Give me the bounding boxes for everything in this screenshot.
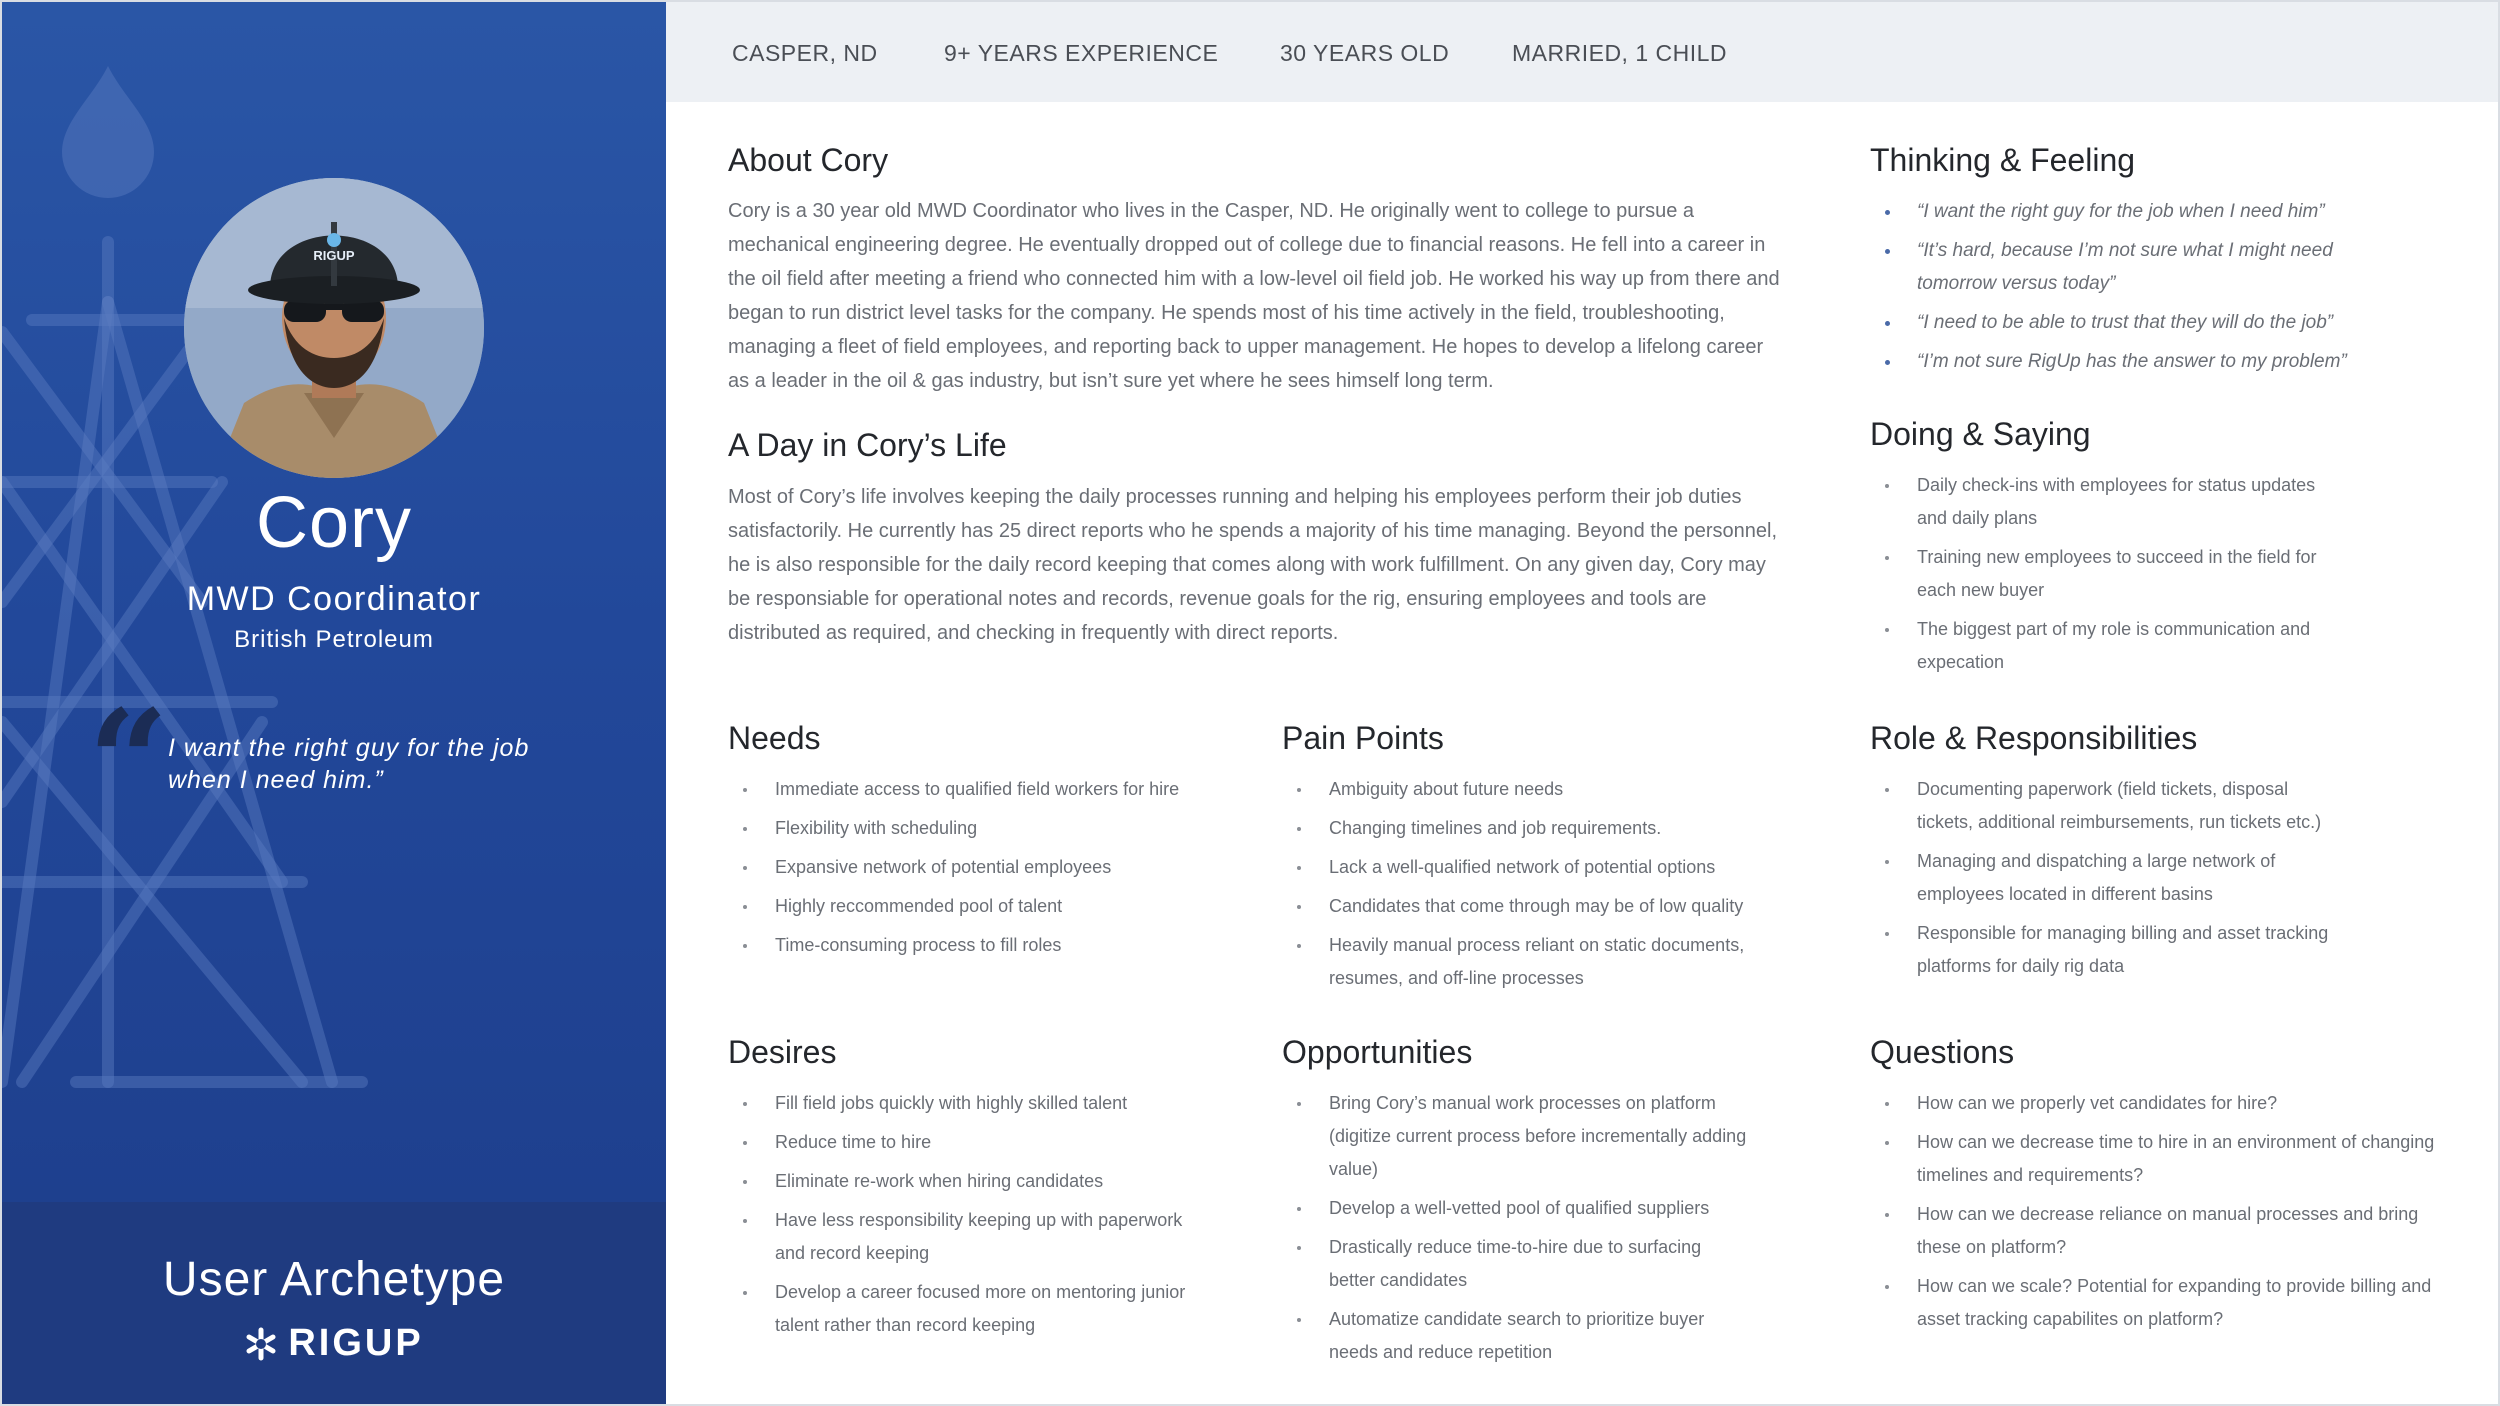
stat-experience: 9+ YEARS EXPERIENCE xyxy=(944,40,1219,66)
brand-name: RIGUP xyxy=(288,1322,424,1364)
persona-name: Cory xyxy=(255,483,412,563)
list-item: Automatize candidate search to prioritize buyer needs and reduce repetition xyxy=(1282,1303,1752,1369)
persona-page xyxy=(2,2,2498,1404)
stat-family: MARRIED, 1 CHILD xyxy=(1512,40,1728,66)
list-item: Managing and dispatching a large network of employees located in different basins xyxy=(1870,845,2340,911)
needs-list xyxy=(728,773,1248,968)
brand-logo xyxy=(2,1322,666,1365)
archetype-label: User Archetype xyxy=(162,1253,506,1306)
stats-bar xyxy=(666,2,2498,102)
list-item: Drastically reduce time-to-hire due to surfacing better candidates xyxy=(1282,1231,1752,1297)
desires-heading: Desires xyxy=(728,1034,837,1070)
list-item: “It’s hard, because I’m not sure what I might need tomorrow versus today” xyxy=(1870,234,2390,300)
list-item: Candidates that come through may be of low quality xyxy=(1282,890,1802,923)
role-list xyxy=(1870,773,2340,989)
list-item: How can we decrease time to hire in an environment of changing timelines and requirements? xyxy=(1870,1126,2450,1192)
quote-mark-icon: “ xyxy=(88,680,169,844)
list-item: Ambiguity about future needs xyxy=(1282,773,1802,806)
list-item: How can we decrease reliance on manual processes and bring these on platform? xyxy=(1870,1198,2450,1264)
list-item: How can we properly vet candidates for hire? xyxy=(1870,1087,2450,1120)
thinking-list xyxy=(1870,195,2390,384)
list-item: “I’m not sure RigUp has the answer to my problem” xyxy=(1870,345,2390,378)
doing-list xyxy=(1870,469,2340,685)
list-item: The biggest part of my role is communication and expecation xyxy=(1870,613,2340,679)
list-item: Responsible for managing billing and asset tracking platforms for daily rig data xyxy=(1870,917,2340,983)
day-heading: A Day in Cory’s Life xyxy=(728,427,1007,463)
list-item: Immediate access to qualified field workers for hire xyxy=(728,773,1248,806)
pain-heading: Pain Points xyxy=(1282,720,1444,756)
avatar xyxy=(184,178,484,478)
persona-company: British Petroleum xyxy=(234,626,434,653)
list-item: Fill field jobs quickly with highly skilled talent xyxy=(728,1087,1208,1120)
persona-panel xyxy=(2,2,666,1404)
doing-heading: Doing & Saying xyxy=(1870,416,2091,452)
list-item: Lack a well-qualified network of potential options xyxy=(1282,851,1802,884)
list-item: Documenting paperwork (field tickets, disposal tickets, additional reimbursements, run tickets etc.) xyxy=(1870,773,2340,839)
list-item: How can we scale? Potential for expanding to provide billing and asset tracking capabilites on platform? xyxy=(1870,1270,2450,1336)
hardhat-logo: RIGUP xyxy=(313,248,355,263)
day-text: Most of Cory’s life involves keeping the daily processes running and helping his employees perform their job duties satisfactorily. He currently has 25 direct reports who he spends a majority of his time managing. Beyond the personnel, he is also responsible for the daily record keeping that comes along with work fulfillment. On any given day, Cory may be responsiable for operational notes and records, revenue goals for the rig, ensuring employees and tools are distributed as required, and checking in frequently with direct reports. xyxy=(728,486,1778,644)
list-item: Reduce time to hire xyxy=(728,1126,1208,1159)
list-item: Develop a career focused more on mentoring junior talent rather than record keeping xyxy=(728,1276,1208,1342)
list-item: Highly reccommended pool of talent xyxy=(728,890,1248,923)
list-item: Bring Cory’s manual work processes on platform (digitize current process before incrementally adding value) xyxy=(1282,1087,1752,1186)
list-item: Have less responsibility keeping up with paperwork and record keeping xyxy=(728,1204,1208,1270)
role-heading: Role & Responsibilities xyxy=(1870,720,2198,756)
list-item: Flexibility with scheduling xyxy=(728,812,1248,845)
list-item: Time-consuming process to fill roles xyxy=(728,929,1248,962)
list-item: “I need to be able to trust that they will do the job” xyxy=(1870,306,2390,339)
needs-heading: Needs xyxy=(728,720,821,756)
questions-heading: Questions xyxy=(1870,1034,2015,1070)
list-item: Eliminate re-work when hiring candidates xyxy=(728,1165,1208,1198)
opportunities-list xyxy=(1282,1087,1752,1375)
persona-role: MWD Coordinator xyxy=(186,580,482,618)
list-item: “I want the right guy for the job when I need him” xyxy=(1870,195,2390,228)
list-item: Training new employees to succeed in the field for each new buyer xyxy=(1870,541,2340,607)
pain-list xyxy=(1282,773,1802,1001)
list-item: Develop a well-vetted pool of qualified suppliers xyxy=(1282,1192,1752,1225)
questions-list xyxy=(1870,1087,2450,1342)
about-heading: About Cory xyxy=(728,142,889,178)
thinking-heading: Thinking & Feeling xyxy=(1870,142,2136,178)
about-text: Cory is a 30 year old MWD Coordinator who lives in the Casper, ND. He originally went to college to pursue a mechanical engineering degree. He eventually dropped out of college due to financial reasons. He fell into a career in the oil field after meeting a friend who connected him with a low-level oil field job. He worked his way up from there and began to run district level tasks for the company. He spends most of his time actively in the field, troubleshooting, managing a fleet of field employees, and reporting back to upper management. He hopes to develop a lifelong career as a leader in the oil & gas industry, but isn’t sure yet where he sees himself long term. xyxy=(728,200,1780,392)
list-item: Expansive network of potential employees xyxy=(728,851,1248,884)
oil-drop-icon xyxy=(62,66,154,198)
stat-location: CASPER, ND xyxy=(732,40,878,66)
list-item: Heavily manual process reliant on static documents, resumes, and off-line processes xyxy=(1282,929,1802,995)
opportunities-heading: Opportunities xyxy=(1282,1034,1473,1070)
persona-quote: I want the right guy for the job when I need him.” xyxy=(168,734,530,794)
list-item: Daily check-ins with employees for status updates and daily plans xyxy=(1870,469,2340,535)
list-item: Changing timelines and job requirements. xyxy=(1282,812,1802,845)
stat-age: 30 YEARS OLD xyxy=(1280,40,1450,66)
desires-list xyxy=(728,1087,1208,1348)
rigup-snowflake-icon xyxy=(244,1327,278,1361)
